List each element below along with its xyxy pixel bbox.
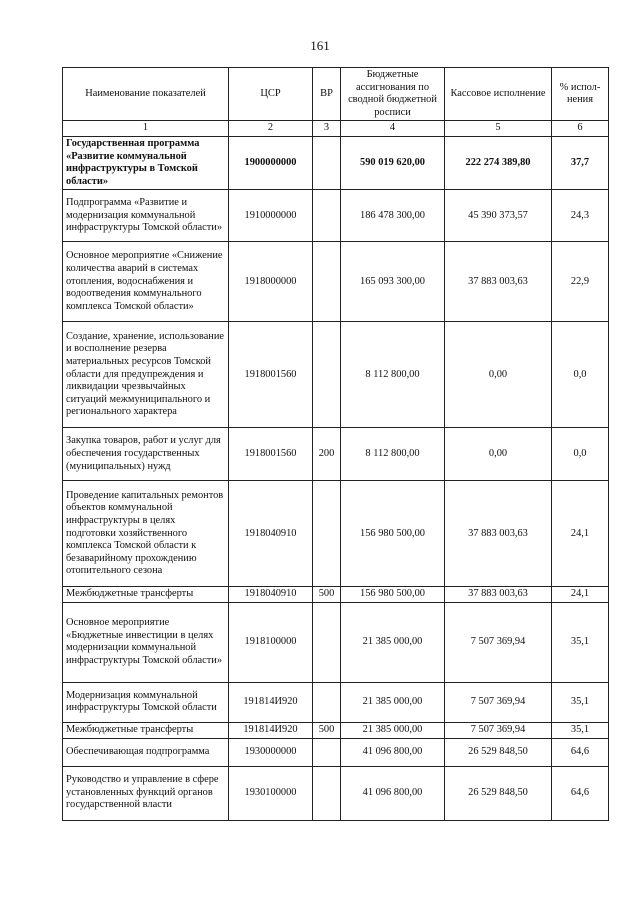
row-budget: 41 096 800,00 [341,766,445,820]
table-row [63,602,609,682]
page-number: 161 [310,38,330,53]
row-percent: 24,1 [552,481,609,587]
table-row [63,242,609,322]
row-budget: 21 385 000,00 [341,722,445,738]
table-row [63,428,609,481]
row-percent: 64,6 [552,766,609,820]
row-csr: 1918100000 [229,602,313,682]
row-cash: 7 507 369,94 [445,682,552,722]
row-csr: 1930000000 [229,738,313,766]
row-name: Подпрограмма «Развитие и модернизация коммунальной инфраструктуры Томской области» [63,190,229,242]
row-percent: 22,9 [552,242,609,322]
row-csr: 191814И920 [229,682,313,722]
table-row [63,136,609,189]
row-budget: 41 096 800,00 [341,738,445,766]
header-percent: % испол-нения [552,68,609,121]
row-csr: 1918000000 [229,242,313,322]
row-csr: 1918040910 [229,587,313,603]
row-name: Модернизация коммунальной инфраструктуры Томской области [63,682,229,722]
column-number: 2 [229,121,313,137]
row-percent: 64,6 [552,738,609,766]
column-number: 4 [341,121,445,137]
row-csr: 1910000000 [229,190,313,242]
table-row [63,190,609,242]
header-cash: Кассовое исполнение [445,68,552,121]
row-name: Обеспечивающая подпрограмма [63,738,229,766]
row-name: Проведение капитальных ремонтов объектов коммунальной инфраструктуры в целях подготовки хозяйственного комплекса Томской области к безаварийному прохождению отопительного сезона [63,481,229,587]
row-vr: 500 [313,722,341,738]
row-name: Руководство и управление в сфере установленных функций органов государственной власти [63,766,229,820]
row-vr [313,682,341,722]
table-row [63,481,609,587]
row-percent: 0,0 [552,428,609,481]
table-row [63,587,609,603]
row-vr [313,190,341,242]
row-vr [313,322,341,428]
row-budget: 8 112 800,00 [341,322,445,428]
row-csr: 191814И920 [229,722,313,738]
header-indicator-name: Наименование показателей [63,68,229,121]
row-percent: 35,1 [552,602,609,682]
row-vr [313,766,341,820]
column-number: 5 [445,121,552,137]
row-percent: 35,1 [552,722,609,738]
row-csr: 1918040910 [229,481,313,587]
row-name: Межбюджетные трансферты [63,722,229,738]
row-cash: 7 507 369,94 [445,722,552,738]
budget-execution-table [62,67,609,821]
row-vr: 500 [313,587,341,603]
row-name: Закупка товаров, работ и услуг для обеспечения государственных (муниципальных) нужд [63,428,229,481]
table-row [63,738,609,766]
row-cash: 26 529 848,50 [445,738,552,766]
row-csr: 1900000000 [229,136,313,189]
column-number: 1 [63,121,229,137]
column-number: 3 [313,121,341,137]
column-number-row [63,121,609,137]
row-budget: 8 112 800,00 [341,428,445,481]
table-row [63,766,609,820]
row-budget: 156 980 500,00 [341,587,445,603]
row-percent: 0,0 [552,322,609,428]
table-row [63,322,609,428]
header-csr: ЦСР [229,68,313,121]
row-cash: 26 529 848,50 [445,766,552,820]
row-percent: 24,3 [552,190,609,242]
row-name: Межбюджетные трансферты [63,587,229,603]
row-cash: 37 883 003,63 [445,242,552,322]
row-budget: 156 980 500,00 [341,481,445,587]
row-budget: 186 478 300,00 [341,190,445,242]
header-vr: ВР [313,68,341,121]
row-percent: 35,1 [552,682,609,722]
row-percent: 24,1 [552,587,609,603]
row-cash: 7 507 369,94 [445,602,552,682]
row-budget: 21 385 000,00 [341,602,445,682]
row-cash: 45 390 373,57 [445,190,552,242]
row-cash: 37 883 003,63 [445,587,552,603]
row-vr [313,481,341,587]
row-vr [313,738,341,766]
row-budget: 165 093 300,00 [341,242,445,322]
header-budget: Бюджетные ассигнования по сводной бюджетной росписи [341,68,445,121]
table-row [63,722,609,738]
row-budget: 21 385 000,00 [341,682,445,722]
row-vr [313,602,341,682]
table-header-row [63,68,609,121]
row-name: Создание, хранение, использование и восполнение резерва материальных ресурсов Томской области для предупреждения и ликвидации чрезвычайных ситуаций межмуниципального и регионального характера [63,322,229,428]
row-csr: 1930100000 [229,766,313,820]
row-cash: 0,00 [445,322,552,428]
row-name: Государственная программа «Развитие коммунальной инфраструктуры в Томской области» [63,136,229,189]
table-row [63,682,609,722]
row-cash: 37 883 003,63 [445,481,552,587]
row-name: Основное мероприятие «Бюджетные инвестиции в целях модернизации коммунальной инфраструктуры Томской области» [63,602,229,682]
row-vr [313,242,341,322]
row-csr: 1918001560 [229,428,313,481]
row-budget: 590 019 620,00 [341,136,445,189]
row-vr [313,136,341,189]
row-percent: 37,7 [552,136,609,189]
column-number: 6 [552,121,609,137]
row-csr: 1918001560 [229,322,313,428]
row-cash: 222 274 389,80 [445,136,552,189]
row-name: Основное мероприятие «Снижение количества аварий в системах отопления, водоснабжения и водоотведения коммунального комплекса Томской области» [63,242,229,322]
row-cash: 0,00 [445,428,552,481]
row-vr: 200 [313,428,341,481]
